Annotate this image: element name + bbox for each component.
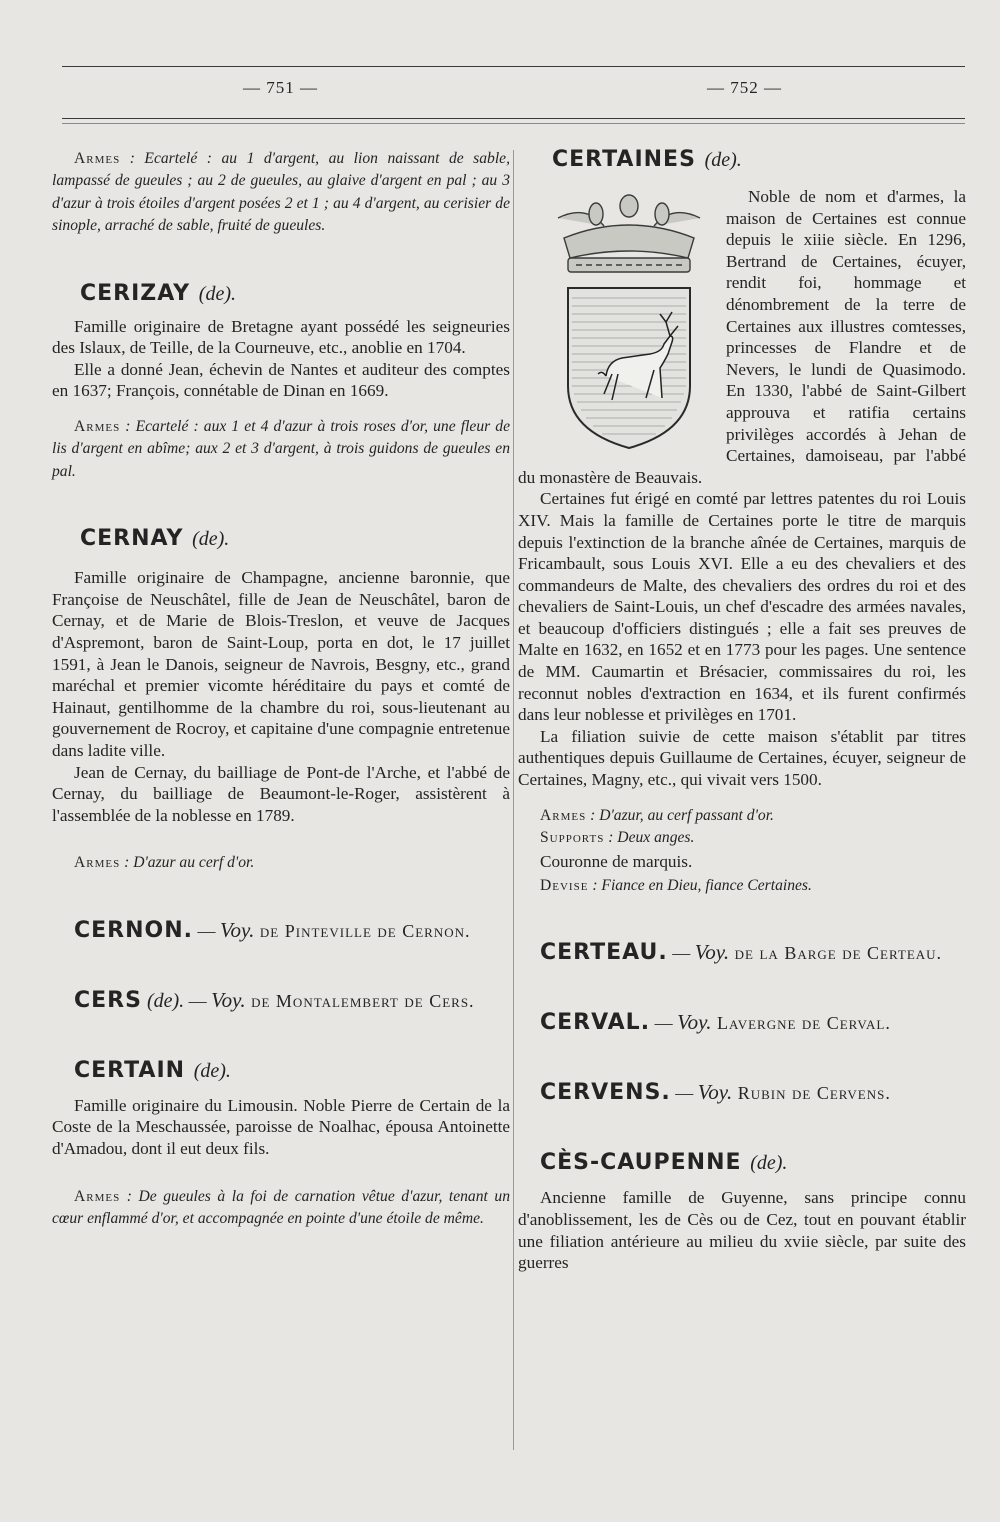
paragraph: Famille originaire de Bretagne ayant possédé les seigneuries des Islaux, de Teille, de la Courneuve, etc., anoblie en 1704. [52,316,510,358]
devise-label: Devise [540,877,589,895]
voy-label: Voy. [697,1080,733,1105]
entry-title-cers [52,987,510,1015]
devise-text: : Fiance en Dieu, fiance Certaines. [588,877,812,895]
voy-label: Voy. [677,1010,712,1035]
entry-name: CÈS-CAUPENNE [540,1150,742,1176]
supports-text: : Deux anges. [604,829,695,847]
dash: — [667,943,695,964]
entry-name: CERNON. [74,917,193,943]
header-rule [62,118,965,119]
top-rule [62,66,965,67]
cross-reference: Rubin de Cervens. [732,1083,891,1104]
page-number-left: — 751 — [243,78,318,97]
arms-blazon [52,852,510,874]
paragraph: Elle a donné Jean, échevin de Nantes et auditeur des comptes en 1637; François, connétable de Dinan en 1669. [52,359,510,401]
right-column [518,146,966,1274]
dash: — [184,990,212,1011]
particle: (de). [193,1059,231,1082]
entry-title-cerizay [80,280,510,308]
entry-title-cernay [80,525,510,553]
arms-text: : Ecartelé : au 1 d'argent, au lion naissant de sable, lampassé de gueules ; au 2 de gueules, au glaive d'argent en pal ; au 3 d'azur à trois étoiles d'argent posées 2 et 1 ; au 4 d'argent, au cerisier de sinople, arraché de sable, fruité de gueules. [52,150,510,235]
arms-blazon [52,148,510,238]
paragraph: La filiation suivie de cette maison s'établit par titres authentiques depuis Guillaume de Certaines, écuyer, seigneur de Certaines, Magny, etc., qui vivait vers 1500. [518,726,966,790]
dash: — [193,920,220,941]
paragraph: Famille originaire de Champagne, ancienne baronnie, que Françoise de Neuschâtel, fille de Jean de Neuschâtel, baron de Cernay, et de Marie de Blois-Treslon, et veuve de Jacques d'Aspremont, baron de Saint-Loup, porta en dot, le 17 juillet 1591, à Jean le Danois, seigneur de Navrois, Besgny, etc., grand maréchal et premier vicomte héréditaire du pays et comté de Hainaut, gentilhomme de la chambre du roi, sous-lieutenant au gouvernement de Rocroy, et capitaine d'une compagnie entretenue dans ladite ville. [52,568,510,760]
entry-title-cervens [518,1079,966,1107]
arms-blazon [52,1186,510,1231]
particle: (de). [750,1152,788,1175]
paragraph: Jean de Cernay, du bailliage de Pont-de l'Arche, et l'abbé de Cernay, du bailliage de Beaumont-le-Roger, assistèrent à l'assemblée de la noblesse en 1789. [52,762,510,825]
entry-title-certaines [552,146,966,174]
entry-name: CERS [74,987,142,1013]
entry-name: CERNAY [80,526,184,552]
cross-reference: Lavergne de Cerval. [711,1013,891,1034]
arms-label: Armes [540,806,587,824]
arms-blazon [518,805,966,827]
column-divider [513,150,514,1450]
dash: — [670,1083,698,1104]
voy-label: Voy. [694,940,730,965]
arms-text: : D'azur, au cerf passant d'or. [586,806,774,824]
arms-label: Armes [74,1187,121,1205]
coat-of-arms-illustration [546,186,712,451]
particle: (de). [198,282,236,305]
entry-name: CERTEAU. [540,940,668,966]
entry-name: CERVENS. [540,1080,671,1106]
header-rule-thin [62,123,965,124]
page-number-right: — 752 — [707,78,782,97]
arms-blazon [52,416,510,483]
entry-title-certain [74,1057,510,1085]
voy-label: Voy. [220,917,255,942]
cross-reference: de la Barge de Certeau. [729,943,943,964]
particle: (de). [141,989,185,1012]
entry-name: CERVAL. [540,1010,651,1036]
paragraph: Noble de nom et d'armes, la maison de Certaines est connue depuis le xiiie siècle. En 1296, Bertrand de Certaines, écuyer, rendit foi, hommage et dénombrement de la terre de Certaines aux illustres comtesses, princesses de Flandre et de Nevers, le lundi de Quasimodo. En 1330, l'abbé de Saint-Gilbert approuva et ratifia certains privilèges accordés à Jehan de Certaines, damoiseau, par l'abbé du monastère de Beauvais. [518,187,966,487]
particle: (de). [192,528,230,551]
entry-name: CERTAINES [552,147,696,172]
arms-label: Armes [74,418,121,435]
devise [518,875,966,897]
entry-title-cernon [52,917,510,945]
supports [518,827,966,849]
marquis-crown-icon [558,195,700,272]
entry-name: CERTAIN [74,1057,186,1083]
entry-title-ces-caupenne [540,1149,966,1177]
voy-label: Voy. [211,987,246,1012]
arms-label: Armes [74,150,121,167]
left-column [52,148,510,1230]
arms-text: : Ecartelé : aux 1 et 4 d'azur à trois roses d'or, une fleur de lis d'argent en abîme; aux 2 et 3 d'argent, à trois guidons de gueules en pal. [52,418,510,480]
paragraph: Certaines fut érigé en comté par lettres patentes du roi Louis XIV. Mais la famille de Certaines porte le titre de marquis depuis l'extinction de la branche aînée de Certaines, marquis de Fricambault, sous Louis XVI. Elle a eu des chevaliers et des commandeurs de Malte, des chevaliers des ordres du roi et des chevaliers de Saint-Louis, un chef d'escadre des armées navales, et beaucoup d'officiers distingués ; elle a fait ses preuves de Malte en 1632, en 1652 et en 1773 pour les pages. Une sentence de MM. Caumartin et Brésacier, commissaires du roi, les reconnut nobles d'extraction en 1634, et ils furent confirmés dans leur noblesse et privilèges en 1701. [518,489,966,725]
particle: (de). [704,149,742,171]
paragraph: Famille originaire du Limousin. Noble Pierre de Certain de la Coste de la Meschaussée, paroisse de Noalhac, épousa Antoinette d'Amadou, dont il eut deux fils. [52,1095,510,1158]
cross-reference: de Pinteville de Cernon. [254,920,471,941]
arms-text: : D'azur au cerf d'or. [120,854,255,872]
dash: — [650,1013,678,1034]
paragraph: Ancienne famille de Guyenne, sans principe connu d'anoblissement, les de Cès ou de Cez, tout en pouvant établir une filiation antérieure au milieu du xviie siècle, par suite des guerres [518,1188,966,1273]
supports-label: Supports [540,829,605,847]
entry-title-cerval [518,1009,966,1037]
entry-title-certeau [518,939,966,967]
entry-name: CERIZAY [80,280,191,306]
couronne: Couronne de marquis. [540,852,693,872]
arms-label: Armes [74,854,121,872]
arms-text: : De gueules à la foi de carnation vêtue d'azur, tenant un cœur enflammé d'or, et accompagnée en pointe d'une étoile de même. [52,1187,510,1227]
cross-reference: de Montalembert de Cers. [245,990,475,1011]
